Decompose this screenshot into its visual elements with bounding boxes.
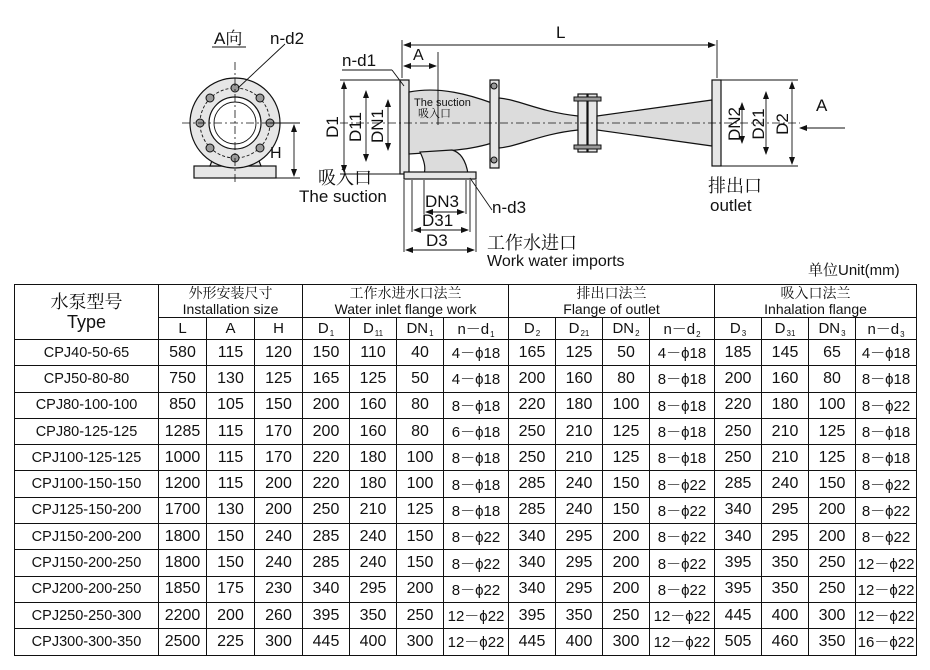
value-cell: 150 xyxy=(207,550,255,576)
d31-label: D31 xyxy=(422,211,454,230)
value-cell: 200 xyxy=(603,550,650,576)
value-cell: 285 xyxy=(509,497,556,523)
group-cn: 外形安装尺寸 xyxy=(188,285,273,301)
column-header-main: D xyxy=(362,319,374,337)
value-cell: 300 xyxy=(397,629,444,655)
n-d3-label: n-d3 xyxy=(492,198,527,217)
column-header xyxy=(856,318,917,340)
spec-table xyxy=(14,284,917,656)
value-cell: 115 xyxy=(207,340,255,366)
value-cell: 80 xyxy=(809,366,856,392)
value-cell: 110 xyxy=(350,340,397,366)
value-cell: 8－ϕ22 xyxy=(650,550,715,576)
group-en: Flange of outlet xyxy=(563,301,660,317)
value-cell: 12－ϕ22 xyxy=(856,576,917,602)
n-d2-label: n-d2 xyxy=(270,29,305,48)
dn3-label: DN3 xyxy=(425,192,460,211)
value-cell: 100 xyxy=(397,445,444,471)
value-cell: 12－ϕ22 xyxy=(856,550,917,576)
column-header-subscript: 31 xyxy=(786,328,796,338)
suction-en-label: The suction xyxy=(299,187,387,206)
value-cell: 125 xyxy=(809,445,856,471)
value-cell: 180 xyxy=(556,392,603,418)
model-cell: CPJ150-200-250 xyxy=(15,550,159,576)
value-cell: 200 xyxy=(715,366,762,392)
value-cell: 200 xyxy=(603,524,650,550)
value-cell: 165 xyxy=(509,340,556,366)
value-cell: 395 xyxy=(509,602,556,628)
value-cell: 240 xyxy=(255,550,303,576)
value-cell: 4－ϕ18 xyxy=(650,340,715,366)
value-cell: 220 xyxy=(715,392,762,418)
outlet-en-label: outlet xyxy=(710,196,752,215)
value-cell: 250 xyxy=(303,497,350,523)
column-header xyxy=(397,318,444,340)
value-cell: 300 xyxy=(255,629,303,655)
value-cell: 180 xyxy=(350,445,397,471)
value-cell: 8－ϕ18 xyxy=(650,366,715,392)
model-cell: CPJ125-150-200 xyxy=(15,497,159,523)
value-cell: 180 xyxy=(762,392,809,418)
suction-flange xyxy=(400,80,409,174)
value-cell: 850 xyxy=(159,392,207,418)
mid-flange-1 xyxy=(490,80,499,168)
value-cell: 8－ϕ22 xyxy=(856,524,917,550)
value-cell: 200 xyxy=(809,497,856,523)
column-header-subscript: 3 xyxy=(900,330,905,339)
value-cell: 8－ϕ22 xyxy=(650,497,715,523)
value-cell: 200 xyxy=(303,418,350,444)
value-cell: 8－ϕ22 xyxy=(856,471,917,497)
dn2-label: DN2 xyxy=(725,106,744,142)
value-cell: 8－ϕ18 xyxy=(650,418,715,444)
column-header xyxy=(603,318,650,340)
value-cell: 8－ϕ22 xyxy=(444,550,509,576)
value-cell: 460 xyxy=(762,629,809,655)
column-header xyxy=(207,318,255,340)
type-header xyxy=(15,285,159,340)
value-cell: 250 xyxy=(397,602,444,628)
value-cell: 445 xyxy=(509,629,556,655)
value-cell: 175 xyxy=(207,576,255,602)
value-cell: 50 xyxy=(603,340,650,366)
value-cell: 1200 xyxy=(159,471,207,497)
model-cell: CPJ80-100-100 xyxy=(15,392,159,418)
value-cell: 340 xyxy=(509,550,556,576)
column-header-subscript: 2 xyxy=(535,328,541,338)
value-cell: 350 xyxy=(762,550,809,576)
value-cell: 12－ϕ22 xyxy=(444,602,509,628)
value-cell: 16－ϕ22 xyxy=(856,629,917,655)
column-header-main: n－d xyxy=(663,321,696,338)
value-cell: 8－ϕ18 xyxy=(856,418,917,444)
value-cell: 240 xyxy=(762,471,809,497)
value-cell: 350 xyxy=(556,602,603,628)
value-cell: 340 xyxy=(509,524,556,550)
value-cell: 8－ϕ22 xyxy=(444,524,509,550)
table-row xyxy=(15,497,917,523)
value-cell: 220 xyxy=(303,471,350,497)
model-cell: CPJ200-200-250 xyxy=(15,576,159,602)
value-cell: 295 xyxy=(762,497,809,523)
value-cell: 4－ϕ18 xyxy=(856,340,917,366)
value-cell: 8－ϕ18 xyxy=(856,445,917,471)
column-header-main: D xyxy=(729,319,741,337)
value-cell: 240 xyxy=(556,471,603,497)
value-cell: 750 xyxy=(159,366,207,392)
value-cell: 160 xyxy=(350,418,397,444)
value-cell: 340 xyxy=(303,576,350,602)
value-cell: 100 xyxy=(603,392,650,418)
value-cell: 125 xyxy=(809,418,856,444)
value-cell: 250 xyxy=(509,445,556,471)
column-header xyxy=(762,318,809,340)
model-cell: CPJ100-150-150 xyxy=(15,471,159,497)
value-cell: 240 xyxy=(255,524,303,550)
installation-size-header xyxy=(159,285,303,318)
a-view-label: A向 xyxy=(214,29,243,48)
column-header-subscript: 2 xyxy=(696,330,701,339)
value-cell: 120 xyxy=(255,340,303,366)
column-header-main: DN xyxy=(612,319,635,337)
value-cell: 130 xyxy=(207,366,255,392)
value-cell: 225 xyxy=(207,629,255,655)
value-cell: 8－ϕ18 xyxy=(444,497,509,523)
table-row xyxy=(15,392,917,418)
suction-small-cn: 吸入口 xyxy=(418,108,451,120)
value-cell: 130 xyxy=(207,497,255,523)
value-cell: 1800 xyxy=(159,524,207,550)
value-cell: 340 xyxy=(715,497,762,523)
value-cell: 165 xyxy=(303,366,350,392)
column-header-subscript: 11 xyxy=(374,328,384,338)
value-cell: 12－ϕ22 xyxy=(856,602,917,628)
value-cell: 6－ϕ18 xyxy=(444,418,509,444)
outlet-flange-header xyxy=(509,285,715,318)
value-cell: 1850 xyxy=(159,576,207,602)
group-en: Water inlet flange work xyxy=(334,301,477,317)
value-cell: 200 xyxy=(255,497,303,523)
value-cell: 200 xyxy=(603,576,650,602)
value-cell: 170 xyxy=(255,445,303,471)
value-cell: 200 xyxy=(509,366,556,392)
value-cell: 8－ϕ18 xyxy=(650,392,715,418)
column-header-subscript: 1 xyxy=(429,328,434,338)
value-cell: 210 xyxy=(350,497,397,523)
value-cell: 160 xyxy=(350,392,397,418)
value-cell: 8－ϕ22 xyxy=(856,392,917,418)
column-header-main: n－d xyxy=(457,321,490,338)
value-cell: 8－ϕ22 xyxy=(650,576,715,602)
model-cell: CPJ40-50-65 xyxy=(15,340,159,366)
column-header-subscript: 3 xyxy=(841,328,846,338)
value-cell: 40 xyxy=(397,340,444,366)
value-cell: 8－ϕ22 xyxy=(650,524,715,550)
value-cell: 50 xyxy=(397,366,444,392)
value-cell: 80 xyxy=(603,366,650,392)
a-arrow-label: A xyxy=(816,96,828,115)
value-cell: 350 xyxy=(762,576,809,602)
value-cell: 115 xyxy=(207,471,255,497)
value-cell: 125 xyxy=(255,366,303,392)
value-cell: 285 xyxy=(303,550,350,576)
value-cell: 240 xyxy=(556,497,603,523)
column-header-main: L xyxy=(178,320,187,337)
model-cell: CPJ80-125-125 xyxy=(15,418,159,444)
column-header xyxy=(809,318,856,340)
value-cell: 1800 xyxy=(159,550,207,576)
value-cell: 150 xyxy=(397,524,444,550)
value-cell: 150 xyxy=(207,524,255,550)
table-row xyxy=(15,629,917,655)
value-cell: 220 xyxy=(303,445,350,471)
value-cell: 160 xyxy=(556,366,603,392)
h-label: H xyxy=(270,145,282,162)
water-inlet-flange-header xyxy=(303,285,509,318)
value-cell: 295 xyxy=(762,524,809,550)
value-cell: 200 xyxy=(809,524,856,550)
value-cell: 8－ϕ18 xyxy=(444,471,509,497)
work-water-flange xyxy=(404,172,476,179)
table-row xyxy=(15,366,917,392)
value-cell: 300 xyxy=(809,602,856,628)
value-cell: 80 xyxy=(397,418,444,444)
table-row xyxy=(15,524,917,550)
column-header-main: H xyxy=(273,320,284,337)
value-cell: 150 xyxy=(397,550,444,576)
table-row xyxy=(15,602,917,628)
work-water-branch xyxy=(420,150,468,174)
outlet-cn-label: 排出口 xyxy=(708,176,762,196)
value-cell: 4－ϕ18 xyxy=(444,340,509,366)
value-cell: 185 xyxy=(715,340,762,366)
value-cell: 8－ϕ22 xyxy=(650,471,715,497)
value-cell: 240 xyxy=(350,524,397,550)
value-cell: 250 xyxy=(509,418,556,444)
table-row xyxy=(15,418,917,444)
column-header-subscript: 21 xyxy=(580,328,590,338)
value-cell: 285 xyxy=(715,471,762,497)
value-cell: 250 xyxy=(715,418,762,444)
value-cell: 125 xyxy=(603,418,650,444)
value-cell: 395 xyxy=(715,576,762,602)
value-cell: 240 xyxy=(350,550,397,576)
model-cell: CPJ250-250-300 xyxy=(15,602,159,628)
value-cell: 505 xyxy=(715,629,762,655)
column-header xyxy=(556,318,603,340)
value-cell: 350 xyxy=(350,602,397,628)
d21-label: D21 xyxy=(749,108,768,140)
value-cell: 200 xyxy=(397,576,444,602)
value-cell: 295 xyxy=(350,576,397,602)
column-header-main: D xyxy=(568,319,580,337)
type-header-cn: 水泵型号 xyxy=(50,292,123,312)
drawing-svg xyxy=(0,0,930,272)
column-header xyxy=(650,318,715,340)
value-cell: 295 xyxy=(556,576,603,602)
d1-label: D1 xyxy=(323,116,342,138)
group-cn: 排出口法兰 xyxy=(576,285,647,301)
value-cell: 180 xyxy=(350,471,397,497)
value-cell: 2200 xyxy=(159,602,207,628)
value-cell: 250 xyxy=(715,445,762,471)
value-cell: 445 xyxy=(303,629,350,655)
value-cell: 12－ϕ22 xyxy=(650,629,715,655)
value-cell: 8－ϕ22 xyxy=(856,497,917,523)
value-cell: 125 xyxy=(397,497,444,523)
value-cell: 8－ϕ18 xyxy=(444,392,509,418)
column-header-main: D xyxy=(317,319,329,337)
value-cell: 220 xyxy=(509,392,556,418)
model-cell: CPJ300-300-350 xyxy=(15,629,159,655)
table-row xyxy=(15,340,917,366)
value-cell: 210 xyxy=(762,445,809,471)
column-header xyxy=(509,318,556,340)
value-cell: 295 xyxy=(556,524,603,550)
value-cell: 115 xyxy=(207,418,255,444)
column-header-subscript: 1 xyxy=(490,330,495,339)
value-cell: 150 xyxy=(809,471,856,497)
work-water-en-label: Work water imports xyxy=(487,253,625,270)
value-cell: 125 xyxy=(603,445,650,471)
column-header xyxy=(303,318,350,340)
value-cell: 8－ϕ18 xyxy=(650,445,715,471)
value-cell: 445 xyxy=(715,602,762,628)
pump-drawing xyxy=(0,0,930,272)
value-cell: 170 xyxy=(255,418,303,444)
value-cell: 160 xyxy=(762,366,809,392)
model-cell: CPJ50-80-80 xyxy=(15,366,159,392)
value-cell: 2500 xyxy=(159,629,207,655)
value-cell: 230 xyxy=(255,576,303,602)
column-header xyxy=(715,318,762,340)
value-cell: 150 xyxy=(255,392,303,418)
a-view-drawing xyxy=(182,29,304,184)
suction-cn-label: 吸入口 xyxy=(318,168,372,188)
unit-label: 单位Unit(mm) xyxy=(808,262,900,279)
column-header-main: DN xyxy=(406,319,429,337)
dim-l-label: L xyxy=(556,23,566,42)
group-en: Installation size xyxy=(182,301,279,317)
value-cell: 150 xyxy=(603,471,650,497)
value-cell: 8－ϕ22 xyxy=(444,576,509,602)
value-cell: 295 xyxy=(556,550,603,576)
inhalation-flange-header xyxy=(715,285,917,318)
value-cell: 250 xyxy=(809,550,856,576)
value-cell: 105 xyxy=(207,392,255,418)
column-header-main: D xyxy=(774,319,786,337)
value-cell: 8－ϕ18 xyxy=(444,445,509,471)
value-cell: 260 xyxy=(255,602,303,628)
value-cell: 580 xyxy=(159,340,207,366)
column-header-subscript: 2 xyxy=(635,328,640,338)
value-cell: 395 xyxy=(715,550,762,576)
value-cell: 250 xyxy=(809,576,856,602)
value-cell: 115 xyxy=(207,445,255,471)
value-cell: 285 xyxy=(509,471,556,497)
value-cell: 4－ϕ18 xyxy=(444,366,509,392)
dim-a-label: A xyxy=(413,47,424,64)
model-cell: CPJ100-125-125 xyxy=(15,445,159,471)
value-cell: 100 xyxy=(397,471,444,497)
column-header xyxy=(255,318,303,340)
value-cell: 12－ϕ22 xyxy=(650,602,715,628)
d3-label: D3 xyxy=(426,231,448,250)
value-cell: 400 xyxy=(556,629,603,655)
value-cell: 200 xyxy=(303,392,350,418)
column-header xyxy=(444,318,509,340)
column-header-main: A xyxy=(225,320,236,337)
value-cell: 1285 xyxy=(159,418,207,444)
suction-small-en: The suction xyxy=(414,97,471,109)
column-header-subscript: 3 xyxy=(741,328,747,338)
value-cell: 65 xyxy=(809,340,856,366)
value-cell: 210 xyxy=(762,418,809,444)
table-row xyxy=(15,576,917,602)
value-cell: 150 xyxy=(603,497,650,523)
value-cell: 350 xyxy=(809,629,856,655)
column-header-main: DN xyxy=(818,319,841,337)
value-cell: 400 xyxy=(762,602,809,628)
column-header-main: n－d xyxy=(867,321,900,338)
table-row xyxy=(15,445,917,471)
value-cell: 210 xyxy=(556,418,603,444)
column-header xyxy=(159,318,207,340)
table-body xyxy=(15,340,917,656)
table-row xyxy=(15,471,917,497)
side-view-drawing xyxy=(299,23,845,270)
value-cell: 285 xyxy=(303,524,350,550)
value-cell: 125 xyxy=(350,366,397,392)
value-cell: 12－ϕ22 xyxy=(444,629,509,655)
group-cn: 工作水进水口法兰 xyxy=(349,285,462,301)
d11-label: D11 xyxy=(346,112,365,142)
column-header-subscript: 1 xyxy=(329,328,335,338)
group-cn: 吸入口法兰 xyxy=(780,285,851,301)
column-header xyxy=(350,318,397,340)
d2-label: D2 xyxy=(773,113,792,135)
value-cell: 1000 xyxy=(159,445,207,471)
value-cell: 8－ϕ18 xyxy=(856,366,917,392)
value-cell: 150 xyxy=(303,340,350,366)
value-cell: 210 xyxy=(556,445,603,471)
value-cell: 395 xyxy=(303,602,350,628)
dn1-label: DN1 xyxy=(368,108,387,144)
group-header-row xyxy=(15,285,917,318)
group-en: Inhalation flange xyxy=(764,301,867,317)
value-cell: 80 xyxy=(397,392,444,418)
value-cell: 340 xyxy=(509,576,556,602)
column-header-main: D xyxy=(523,319,535,337)
value-cell: 300 xyxy=(603,629,650,655)
value-cell: 200 xyxy=(255,471,303,497)
work-water-cn-label: 工作水进口 xyxy=(487,233,577,253)
value-cell: 100 xyxy=(809,392,856,418)
table-row xyxy=(15,550,917,576)
value-cell: 1700 xyxy=(159,497,207,523)
value-cell: 145 xyxy=(762,340,809,366)
value-cell: 400 xyxy=(350,629,397,655)
value-cell: 250 xyxy=(603,602,650,628)
value-cell: 200 xyxy=(207,602,255,628)
model-cell: CPJ150-200-200 xyxy=(15,524,159,550)
value-cell: 125 xyxy=(556,340,603,366)
n-d1-label: n-d1 xyxy=(342,51,377,70)
type-header-en: Type xyxy=(66,312,107,332)
value-cell: 340 xyxy=(715,524,762,550)
